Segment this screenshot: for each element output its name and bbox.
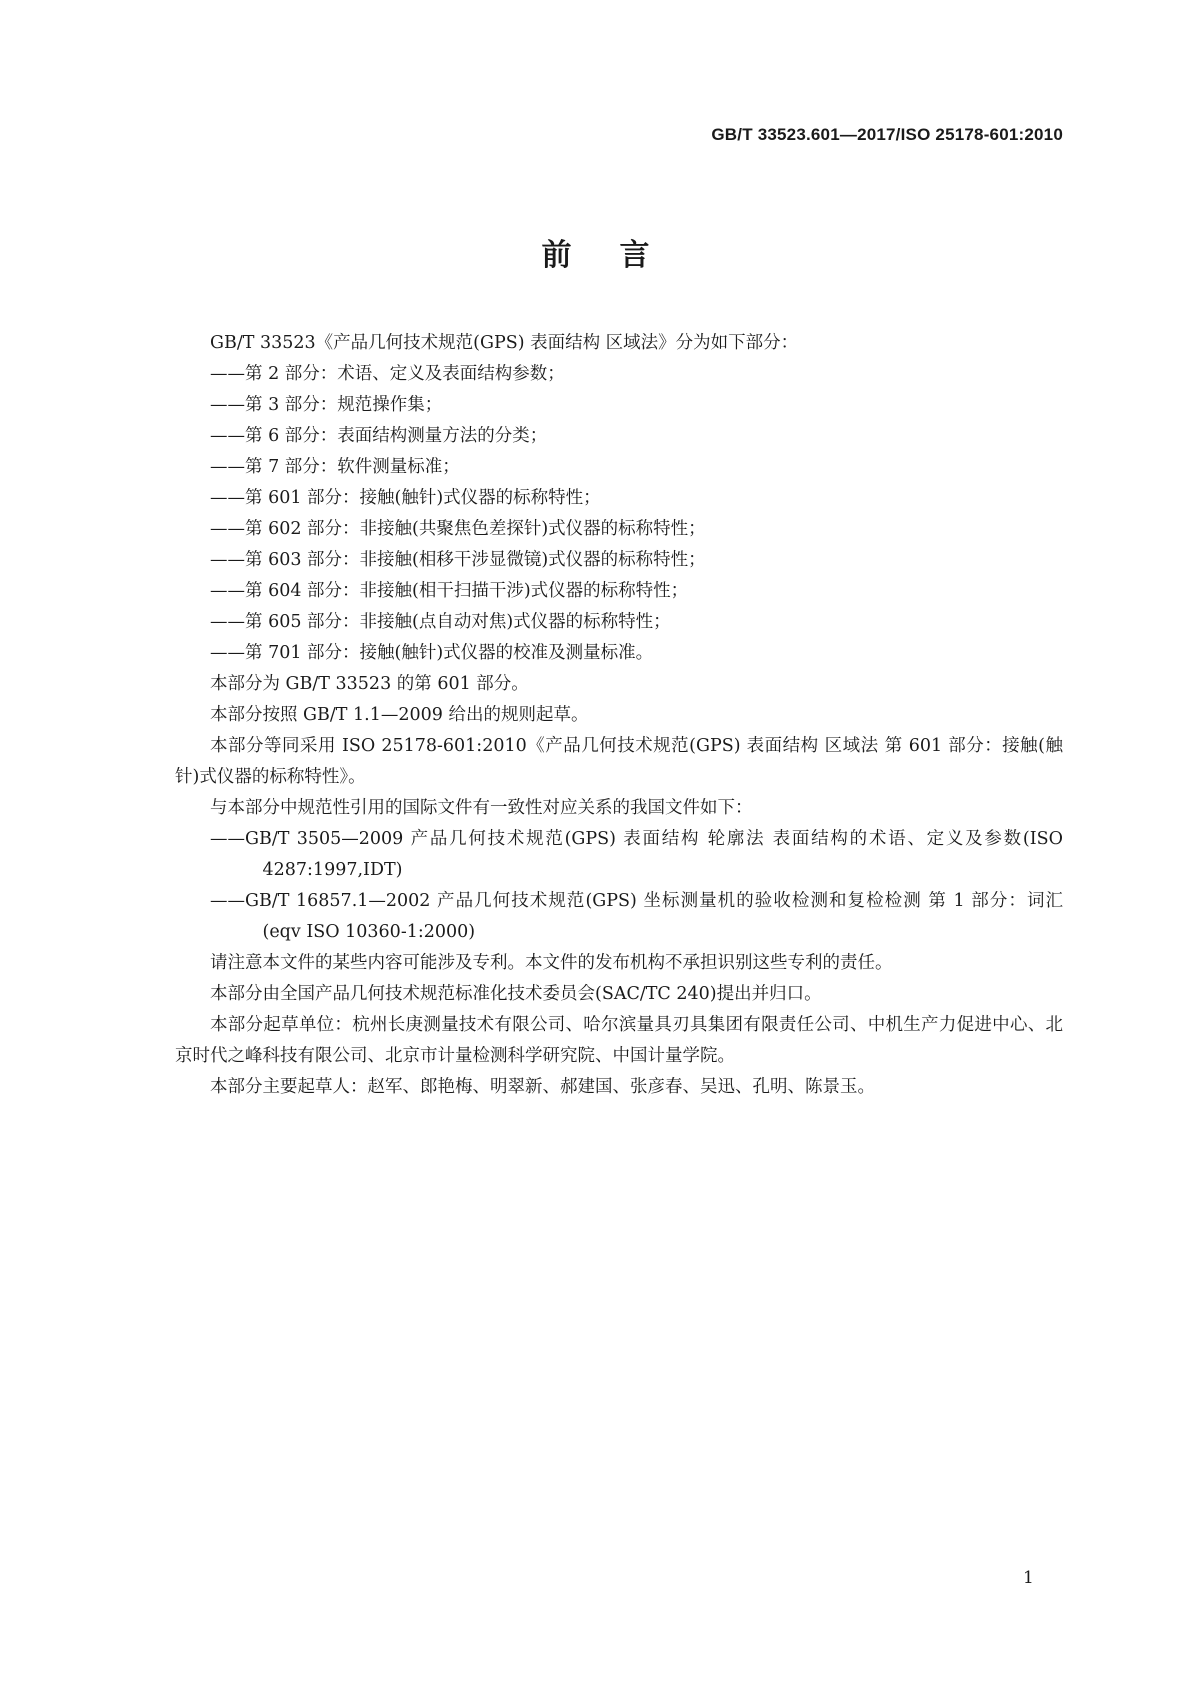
reference-item: ——GB/T 16857.1—2002 产品几何技术规范(GPS) 坐标测量机的验收检测和复检检测 第 1 部分：词汇(eqv ISO 10360-1:2000) xyxy=(210,891,1063,942)
page-number: 1 xyxy=(1023,1568,1034,1588)
list-item: ——第 7 部分：软件测量标准； xyxy=(210,457,460,477)
list-item: ——第 601 部分：接触(触针)式仪器的标称特性； xyxy=(210,488,601,508)
proposed-paragraph: 本部分由全国产品几何技术规范标准化技术委员会(SAC/TC 240)提出并归口。 xyxy=(210,984,822,1004)
drafters-paragraph: 本部分主要起草人：赵军、郎艳梅、明翠新、郝建国、张彦春、吴迅、孔明、陈景玉。 xyxy=(210,1077,875,1097)
drafting-units-paragraph: 本部分起草单位：杭州长庚测量技术有限公司、哈尔滨量具刃具集团有限责任公司、中机生产力促进中心、北京时代之峰科技有限公司、北京市计量检测科学研究院、中国计量学院。 xyxy=(175,1015,1063,1066)
standard-code-header: GB/T 33523.601—2017/ISO 25178-601:2010 xyxy=(711,125,1063,144)
parts-list xyxy=(175,359,1063,669)
list-item: ——第 701 部分：接触(触针)式仪器的校准及测量标准。 xyxy=(210,643,654,663)
list-item: ——第 604 部分：非接触(相干扫描干涉)式仪器的标称特性； xyxy=(210,581,689,601)
references-list xyxy=(175,824,1063,948)
page-title: 前言 xyxy=(541,238,698,273)
patent-paragraph: 请注意本文件的某些内容可能涉及专利。本文件的发布机构不承担识别这些专利的责任。 xyxy=(210,953,893,973)
list-item: ——第 605 部分：非接触(点自动对焦)式仪器的标称特性； xyxy=(210,612,671,632)
list-item: ——第 2 部分：术语、定义及表面结构参数； xyxy=(210,364,565,384)
list-item: ——第 603 部分：非接触(相移干涉显微镜)式仪器的标称特性； xyxy=(210,550,706,570)
part-paragraph: 本部分为 GB/T 33523 的第 601 部分。 xyxy=(210,674,529,694)
list-item: ——第 602 部分：非接触(共聚焦色差探针)式仪器的标称特性； xyxy=(210,519,706,539)
reference-item: ——GB/T 3505—2009 产品几何技术规范(GPS) 表面结构 轮廓法 表面结构的术语、定义及参数(ISO 4287:1997,IDT) xyxy=(210,829,1063,880)
adoption-paragraph: 本部分等同采用 ISO 25178-601:2010《产品几何技术规范(GPS) 表面结构 区域法 第 601 部分：接触(触针)式仪器的标称特性》。 xyxy=(175,736,1063,787)
rules-paragraph: 本部分按照 GB/T 1.1—2009 给出的规则起草。 xyxy=(210,705,589,725)
document-body xyxy=(175,328,1063,1103)
intro-paragraph: GB/T 33523《产品几何技术规范(GPS) 表面结构 区域法》分为如下部分： xyxy=(210,333,799,353)
list-item: ——第 6 部分：表面结构测量方法的分类； xyxy=(210,426,548,446)
references-intro-paragraph: 与本部分中规范性引用的国际文件有一致性对应关系的我国文件如下： xyxy=(210,798,753,818)
list-item: ——第 3 部分：规范操作集； xyxy=(210,395,443,415)
